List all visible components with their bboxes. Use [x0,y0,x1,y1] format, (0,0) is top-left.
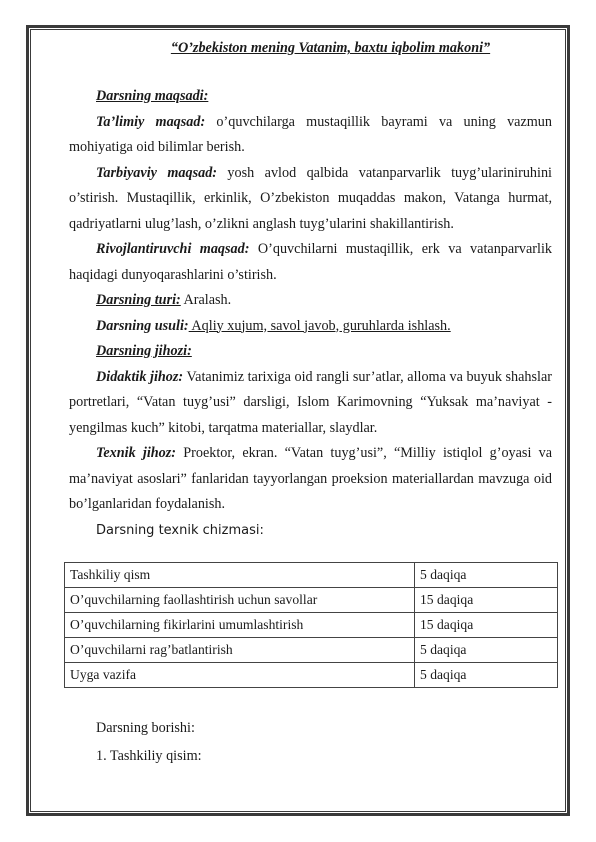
time-cell: 5 daqiqa [415,563,558,588]
scheme-heading: Darsning texnik chizmasi: [96,522,264,538]
lesson-method [69,314,552,340]
stage-cell: Tashkiliy qism [65,563,415,588]
stage-cell: O’quvchilarning fikirlarini umumlashtirish [65,613,415,638]
technical-equipment-label: Texnik jihoz: [96,445,177,461]
didactic-equipment-label: Didaktik jihoz: [96,368,184,385]
step-1: 1. Tashkiliy qisim: [96,748,202,764]
upbringing-goal [69,161,552,238]
development-goal-text: O’quvchilarni mustaqillik, erk va vatanparvarlik haqidagi dunyoqarashlarini o’stirish. [69,241,552,283]
technical-equipment-text: Proektor, ekran. “Vatan tuyg’usi”, “Milliy istiqlol g’oyasi va ma’naviyat asoslari” fanlaridan tayyorlangan proeksion materiallardan mavzuga oid bo’lganlaridan foydalanish. [69,445,553,512]
document-title: “O’zbekiston mening Vatanim, baxtu iqbolim makoni” [170,40,491,56]
lesson-course [69,714,552,770]
stage-cell: O’quvchilarning faollashtirish uchun savollar [65,588,415,613]
table-row [65,563,558,588]
time-cell: 15 daqiqa [415,588,558,613]
didactic-equipment [69,365,552,442]
educational-goal-text: o’quvchilarga mustaqillik bayrami va uning vazmun mohiyatiga oid bilimlar berish. [69,113,552,155]
table-row [65,663,558,688]
technical-equipment [69,441,552,518]
development-goal [69,237,552,288]
time-cell: 15 daqiqa [415,613,558,638]
time-cell: 5 daqiqa [415,638,558,663]
didactic-equipment-text: Vatanimiz tarixiga oid rangli sur’atlar, alloma va buyuk shahslar portretlari, “Vatan tuyg’usi” darsligi, Islom Karimovning “Yuksak ma’naviyat - yengilmas kuch” kitobi, tarqatma materiallar, slaydlar. [69,368,553,436]
stage-cell: Uyga vazifa [65,663,415,688]
lesson-type-label: Darsning turi: [96,292,181,308]
equipment-heading: Darsning jihozi: [96,343,192,359]
time-cell: 5 daqiqa [415,663,558,688]
lesson-type-value: Aralash. [180,292,232,308]
goal-heading-line [69,84,552,110]
equipment-heading-line [69,339,552,365]
table-row [65,638,558,663]
goal-heading: Darsning maqsadi: [96,88,209,104]
lesson-method-value: Aqliy xujum, savol javob, guruhlarda ishlash. [188,317,451,334]
upbringing-goal-label: Tarbiyaviy maqsad: [96,164,218,181]
lesson-method-label: Darsning usuli: [96,317,189,334]
upbringing-goal-text: yosh avlod qalbida vatanparvarlik tuyg’ulariniruhini o’stirish. Mustaqillik, erkinlik, O’zbekiston muqaddas makon, Vatanga hurmat, qadriyatlarni ulug’lash, o’zlikni anglash tuyg’ularini shakillantirish. [69,164,552,232]
course-heading: Darsning borishi: [96,720,195,736]
lesson-plan-table [64,562,558,688]
educational-goal [69,110,552,161]
educational-goal-label: Ta’limiy maqsad: [96,113,206,130]
lesson-content [69,38,552,543]
development-goal-label: Rivojlantiruvchi maqsad: [96,241,250,257]
table-row [65,613,558,638]
stage-cell: O’quvchilarni rag’batlantirish [65,638,415,663]
lesson-type [69,288,552,314]
table-row [65,588,558,613]
spacer [69,58,552,84]
